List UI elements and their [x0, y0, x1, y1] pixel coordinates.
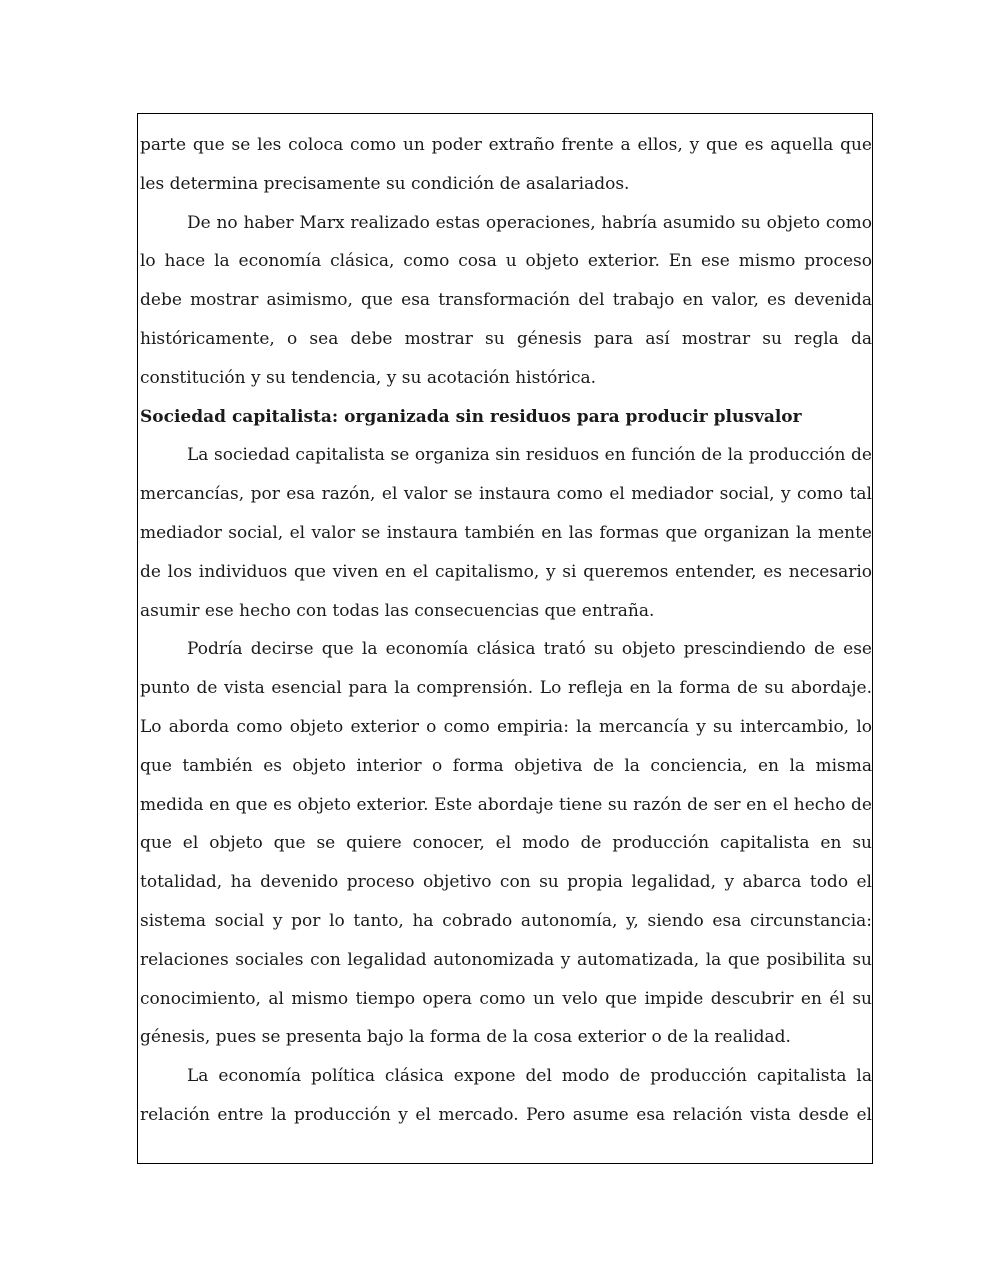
paragraph-capitalist-society: La sociedad capitalista se organiza sin residuos en función de la producción de mercancías, por esa razón, el valor se instaura como el mediador social, y como tal mediador social, el valor se instaura también en las formas que organizan la mente de los individuos que viven en el capitalismo, y si queremos entender, es necesario asumir ese hecho con todas las consecuencias que entraña. [140, 445, 872, 621]
paragraph-political-economy: La economía política clásica expone del modo de producción capitalista la relación entre la producción y el mercado. Pero asume esa relación vista desde el [140, 1066, 872, 1125]
paragraph-classical-economy: Podría decirse que la economía clásica trató su objeto prescindiendo de ese punto de vista esencial para la comprensión. Lo refleja en la forma de su abordaje. Lo aborda como objeto exterior o como empiria: la mercancía y su intercambio, lo que también es objeto interior o forma objetiva de la conciencia, en la misma medida en que es objeto exterior. Este abordaje tiene su razón de ser en el hecho de que el objeto que se quiere conocer, el modo de producción capitalista en su totalidad, ha devenido proceso objetivo con su propia legalidad, y abarca todo el sistema social y por lo tanto, ha cobrado autonomía, y, siendo esa circunstancia: relaciones sociales con legalidad autonomizada y automatizada, la que posibilita su conocimiento, al mismo tiempo opera como un velo que impide descubrir en él su génesis, pues se presenta bajo la forma de la cosa exterior o de la realidad. [140, 639, 872, 1048]
document-body [140, 126, 872, 1135]
section-heading: Sociedad capitalista: organizada sin residuos para producir plusvalor [140, 406, 802, 427]
paragraph-continuation: parte que se les coloca como un poder extraño frente a ellos, y que es aquella que les determina precisamente su condición de asalariados. [140, 135, 872, 194]
paragraph-marx-operations: De no haber Marx realizado estas operaciones, habría asumido su objeto como lo hace la economía clásica, como cosa u objeto exterior. En ese mismo proceso debe mostrar asimismo, que esa transformación del trabajo en valor, es devenida históricamente, o sea debe mostrar su génesis para así mostrar su regla da constitución y su tendencia, y su acotación histórica. [140, 212, 872, 388]
